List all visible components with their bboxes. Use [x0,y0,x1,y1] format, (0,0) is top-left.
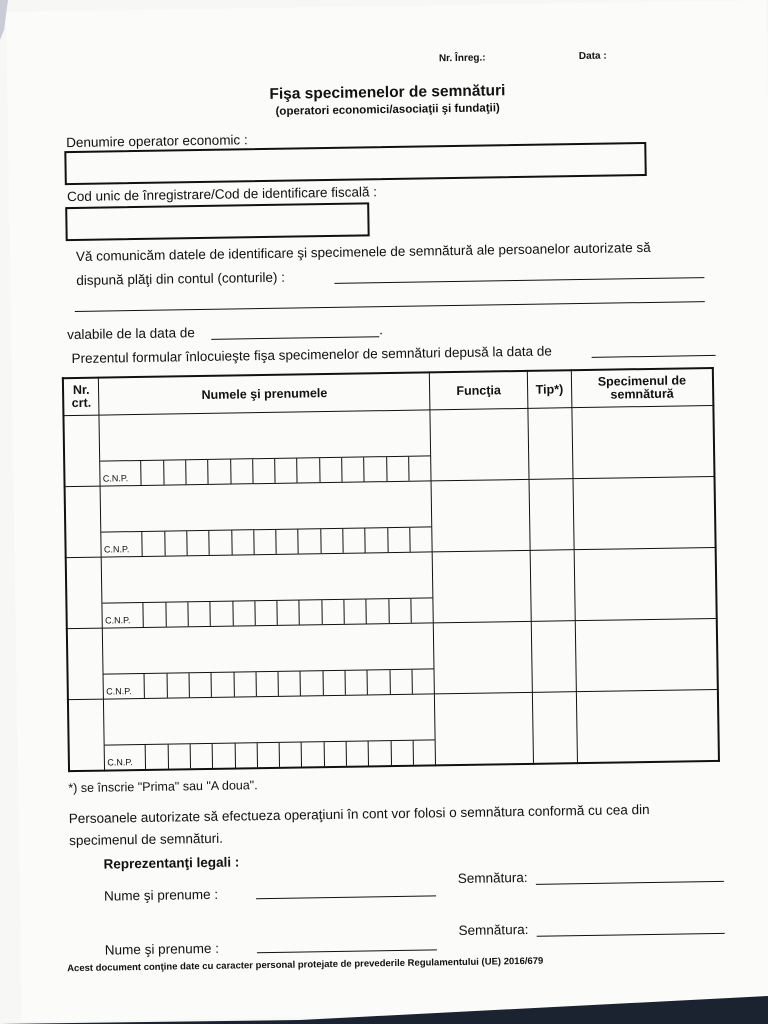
cnp-digit-box[interactable] [389,670,412,694]
cnp-digit-box[interactable] [342,528,365,552]
cnp-field[interactable] [105,739,435,769]
cnp-digit-boxes [145,740,435,769]
cnp-digit-box[interactable] [367,670,390,694]
cnp-digit-box[interactable] [341,457,364,481]
cnp-digit-box[interactable] [207,460,230,484]
cnp-digit-box[interactable] [344,670,367,694]
cnp-digit-box[interactable] [144,674,167,698]
cnp-digit-box[interactable] [164,531,187,555]
cnp-digit-box[interactable] [212,744,235,768]
cnp-digit-box[interactable] [211,673,234,697]
form-sheet [6,0,768,1022]
statement-line-2: specimenul de semnături. [69,830,224,849]
cnp-digit-box[interactable] [186,531,209,555]
cnp-digit-box[interactable] [390,741,413,765]
cnp-digit-box[interactable] [256,743,279,767]
cnp-digit-box[interactable] [274,459,297,483]
row-nr-cell[interactable] [67,628,104,700]
accounts-line-2[interactable] [75,301,705,312]
cnp-label: C.N.P. [102,473,129,484]
cnp-digit-box[interactable] [232,601,255,625]
cnp-label: C.N.P. [106,686,132,697]
row-function-cell[interactable] [432,550,531,623]
col-header-type: Tip*) [527,370,572,408]
cnp-digit-box[interactable] [297,458,320,482]
cnp-digit-box[interactable] [234,743,257,767]
table-row [68,689,719,771]
cnp-digit-box[interactable] [277,601,300,625]
row-name-cell[interactable] [103,623,435,699]
rep1-name-label: Nume şi prenume : [103,886,219,904]
cnp-digit-box[interactable] [231,530,254,554]
cnp-digit-box[interactable] [185,460,208,484]
col-header-nr-line1: Nr. [72,382,90,398]
row-nr-cell[interactable] [68,699,105,771]
operator-name-label: Denumire operator economic : [66,132,248,151]
cnp-digit-box[interactable] [298,529,321,553]
cnp-digit-box[interactable] [252,459,275,483]
cnp-digit-box[interactable] [408,456,431,480]
cnp-digit-box[interactable] [322,671,345,695]
cnp-digit-box[interactable] [366,599,389,623]
cnp-digit-box[interactable] [301,742,324,766]
row-signature-cell[interactable] [572,405,715,478]
cnp-digit-box[interactable] [163,460,186,484]
cnp-digit-box[interactable] [210,602,233,626]
col-header-nr-line2: crt. [71,395,92,411]
cnp-label: C.N.P. [103,544,130,555]
cnp-digit-box[interactable] [363,457,386,481]
cnp-digit-box[interactable] [253,530,276,554]
cnp-digit-box[interactable] [411,669,434,693]
cnp-digit-box[interactable] [141,461,164,485]
table-row [67,618,718,699]
row-name-cell[interactable] [100,481,432,557]
row-signature-cell[interactable] [576,689,719,763]
cnp-digit-box[interactable] [321,600,344,624]
cnp-digit-box[interactable] [233,672,256,696]
cnp-digit-box[interactable] [319,458,342,482]
replaces-date-line[interactable] [592,355,716,358]
page-title: Fişa specimenelor de semnături [269,82,506,103]
table-row [66,547,717,628]
cnp-label: C.N.P. [107,757,133,768]
cnp-digit-box[interactable] [189,673,212,697]
intro-line-2: dispună plăţi din contul (conturile) : [76,269,286,288]
page-subtitle: (operatori economici/asociaţii şi fundaţii) [275,102,500,118]
cnp-digit-box[interactable] [143,603,166,627]
row-nr-cell[interactable] [63,415,100,487]
row-type-cell[interactable] [530,550,575,622]
row-function-cell[interactable] [433,621,532,694]
valid-from-suffix: . [379,322,384,338]
cnp-digit-box[interactable] [166,673,189,697]
rep2-name-label: Nume şi prenume : [104,940,220,958]
cnp-digit-box[interactable] [346,741,369,765]
cnp-digit-box[interactable] [300,671,323,695]
row-function-cell[interactable] [431,479,530,552]
row-type-cell[interactable] [531,621,576,693]
row-name-cell[interactable] [102,552,434,628]
cnp-digit-box[interactable] [320,529,343,553]
rep1-signature-label: Semnătura: [457,869,528,887]
col-header-specimen-line2: semnătură [610,386,674,402]
col-header-function: Funcţia [429,371,527,410]
accounts-line-1[interactable] [334,277,704,284]
cnp-digit-box[interactable] [323,742,346,766]
cnp-digit-box[interactable] [412,740,435,764]
rep2-signature-label: Semnătura: [458,921,529,939]
row-name-cell[interactable] [104,694,436,771]
rep1-name-line[interactable] [256,895,436,899]
cnp-digit-box[interactable] [386,457,409,481]
cnp-digit-box[interactable] [387,528,410,552]
row-signature-cell[interactable] [575,618,718,691]
row-signature-cell[interactable] [573,476,716,549]
cnp-digit-box[interactable] [279,742,302,766]
table-row [65,476,716,557]
table-row [63,405,714,486]
cnp-digit-box[interactable] [409,527,432,551]
replaces-label: Prezentul formular înlocuieşte fişa specimenelor de semnături depusă la data de [71,343,552,367]
row-signature-cell[interactable] [574,547,717,620]
cnp-label: C.N.P. [105,615,131,626]
cnp-digit-box[interactable] [275,530,298,554]
cnp-digit-box[interactable] [388,599,411,623]
row-function-cell[interactable] [435,692,534,765]
row-name-cell[interactable] [99,410,431,486]
rep2-signature-line[interactable] [537,933,725,937]
row-type-cell[interactable] [532,692,577,764]
cnp-digit-box[interactable] [343,599,366,623]
valid-from-label: valabile de la data de [67,325,195,343]
col-header-nr [63,378,100,416]
cnp-digit-box[interactable] [167,744,190,768]
cnp-digit-box[interactable] [187,602,210,626]
cnp-digit-box[interactable] [278,671,301,695]
statement-line-1: Persoanele autorizate să efectueza operaţiuni în cont vor folosi o semnătura conformă cu cea din [68,802,650,827]
fiscal-code-field[interactable] [65,202,369,241]
row-type-cell[interactable] [529,479,574,551]
intro-line-1: Vă comunicăm datele de identificare şi specimenele de semnătură ale persoanelor autorizate să [75,239,651,264]
rep1-signature-line[interactable] [536,881,724,885]
cnp-digit-box[interactable] [209,531,232,555]
col-header-name: Numele şi prenumele [99,372,430,415]
row-function-cell[interactable] [430,408,529,481]
col-header-specimen [571,368,713,408]
cnp-digit-box[interactable] [230,459,253,483]
valid-from-line[interactable] [211,336,379,340]
fiscal-code-label: Cod unic de înregistrare/Cod de identificare fiscală : [66,184,378,205]
cnp-digit-box[interactable] [410,598,433,622]
registration-number-label: Nr. Înreg.: [438,52,486,65]
date-label: Data : [578,50,607,63]
cnp-digit-box[interactable] [142,532,165,556]
cnp-digit-box[interactable] [190,744,213,768]
row-nr-cell[interactable] [65,486,102,558]
signatures-table [62,367,720,772]
cnp-digit-box[interactable] [254,601,277,625]
cnp-digit-box[interactable] [165,602,188,626]
type-footnote: *) se înscrie "Prima" sau "A doua". [68,778,258,796]
row-type-cell[interactable] [528,408,573,480]
cnp-digit-box[interactable] [145,745,168,769]
legal-reps-heading: Reprezentanţi legali : [103,854,240,872]
col-header-specimen-line1: Specimenul de [597,373,687,389]
cnp-digit-box[interactable] [299,600,322,624]
cnp-digit-box[interactable] [255,672,278,696]
gdpr-notice: Acest document conţine date cu caracter personal protejate de prevederile Regulamentului (UE) 2016/679 [67,955,544,975]
rep2-name-line[interactable] [257,949,437,953]
cnp-digit-box[interactable] [368,741,391,765]
row-nr-cell[interactable] [66,557,103,629]
cnp-digit-box[interactable] [365,528,388,552]
